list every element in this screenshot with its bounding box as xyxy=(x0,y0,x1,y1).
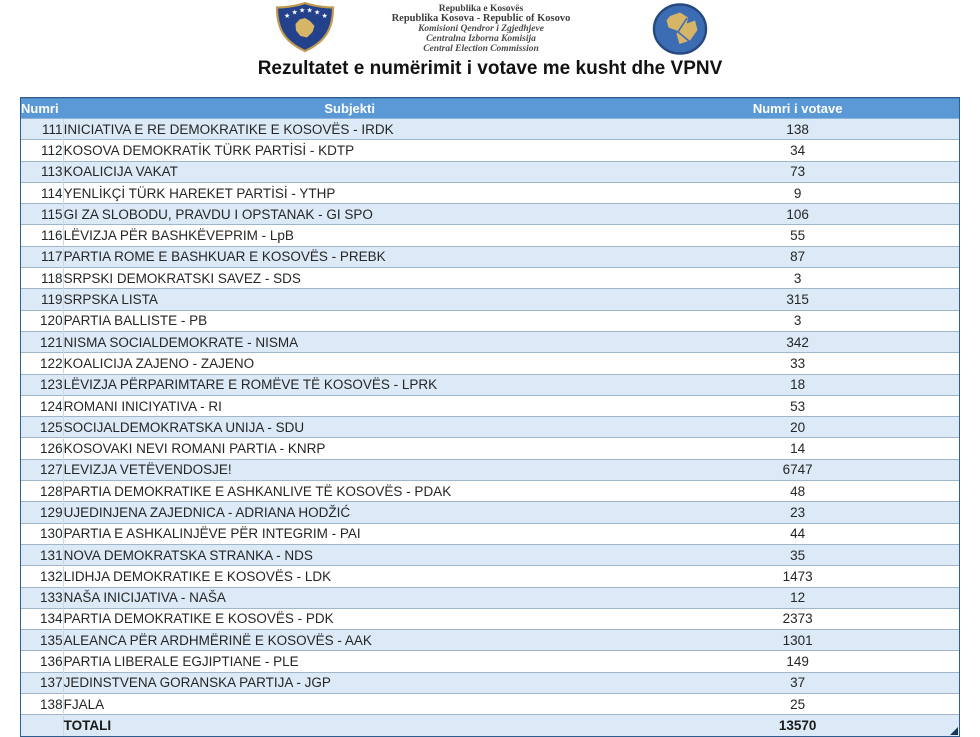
table-row xyxy=(21,204,959,225)
cell-numri: 115 xyxy=(21,204,63,225)
cell-numri: 113 xyxy=(21,161,63,182)
cell-subjekti: KOSOVA DEMOKRATİK TÜRK PARTİSİ - KDTP xyxy=(63,140,636,161)
cell-numri: 136 xyxy=(21,651,63,672)
table-row xyxy=(21,523,959,544)
cell-votave: 149 xyxy=(636,651,959,672)
cell-votave: 3 xyxy=(636,268,959,289)
cell-votave: 12 xyxy=(636,587,959,608)
cell-votave: 73 xyxy=(636,161,959,182)
cec-seal-icon xyxy=(651,3,709,60)
table-row xyxy=(21,630,959,651)
cell-subjekti: YENLİKÇİ TÜRK HAREKET PARTİSİ - YTHP xyxy=(63,182,636,203)
cell-subjekti: NISMA SOCIALDEMOKRATE - NISMA xyxy=(63,331,636,352)
svg-text:★: ★ xyxy=(321,12,328,20)
cell-numri: 118 xyxy=(21,268,63,289)
cell-votave: 138 xyxy=(636,119,959,140)
cell-subjekti: PARTIA ROME E BASHKUAR E KOSOVËS - PREBK xyxy=(63,246,636,267)
table-row xyxy=(21,182,959,203)
cell-numri: 122 xyxy=(21,353,63,374)
total-label: TOTALI xyxy=(63,715,636,736)
cell-numri: 130 xyxy=(21,523,63,544)
total-votes-value: 13570 xyxy=(636,715,959,736)
org-line-1: Republika e Kosovës xyxy=(438,4,524,14)
table-row xyxy=(21,417,959,438)
total-cell-numri xyxy=(21,715,63,736)
cell-subjekti: LEVIZJA VETËVENDOSJE! xyxy=(63,459,636,480)
cell-numri: 117 xyxy=(21,246,63,267)
cell-subjekti: PARTIA DEMOKRATIKE E ASHKANLIVE TË KOSOVËS - PDAK xyxy=(63,481,636,502)
cell-votave: 106 xyxy=(636,204,959,225)
cell-subjekti: NAŠA INICIJATIVA - NAŠA xyxy=(63,587,636,608)
cell-votave: 33 xyxy=(636,353,959,374)
cell-subjekti: SRPSKA LISTA xyxy=(63,289,636,310)
table-row xyxy=(21,353,959,374)
cell-subjekti: LIDHJA DEMOKRATIKE E KOSOVËS - LDK xyxy=(63,566,636,587)
cell-votave: 55 xyxy=(636,225,959,246)
cell-subjekti: PARTIA BALLISTE - PB xyxy=(63,310,636,331)
table-row xyxy=(21,310,959,331)
total-row xyxy=(21,715,959,736)
table-row xyxy=(21,225,959,246)
cell-subjekti: KOALICIJA ZAJENO - ZAJENO xyxy=(63,353,636,374)
cell-numri: 135 xyxy=(21,630,63,651)
cell-subjekti: SOCIJALDEMOKRATSKA UNIJA - SDU xyxy=(63,417,636,438)
cell-subjekti: PARTIA DEMOKRATIKE E KOSOVËS - PDK xyxy=(63,608,636,629)
table-row xyxy=(21,651,959,672)
table-row xyxy=(21,459,959,480)
cell-subjekti: SRPSKI DEMOKRATSKI SAVEZ - SDS xyxy=(63,268,636,289)
cell-votave: 25 xyxy=(636,694,959,715)
cell-numri: 138 xyxy=(21,694,63,715)
table-header-row xyxy=(21,99,959,119)
cell-numri: 134 xyxy=(21,608,63,629)
cell-numri: 133 xyxy=(21,587,63,608)
cell-numri: 119 xyxy=(21,289,63,310)
cell-votave: 2373 xyxy=(636,608,959,629)
cell-subjekti: ALEANCA PËR ARDHMËRINË E KOSOVËS - AAK xyxy=(63,630,636,651)
table-row xyxy=(21,289,959,310)
cell-subjekti: GI ZA SLOBODU, PRAVDU I OPSTANAK - GI SPO xyxy=(63,204,636,225)
cell-votave: 9 xyxy=(636,182,959,203)
cell-numri: 114 xyxy=(21,182,63,203)
table-row xyxy=(21,246,959,267)
table-row xyxy=(21,140,959,161)
cell-subjekti: LËVIZJA PËR BASHKËVEPRIM - LpB xyxy=(63,225,636,246)
table-row xyxy=(21,438,959,459)
table-row xyxy=(21,694,959,715)
table-row xyxy=(21,502,959,523)
cell-votave: 35 xyxy=(636,544,959,565)
table-row xyxy=(21,268,959,289)
cell-numri: 112 xyxy=(21,140,63,161)
cell-numri: 137 xyxy=(21,672,63,693)
table-row xyxy=(21,161,959,182)
cell-numri: 129 xyxy=(21,502,63,523)
cell-subjekti: PARTIA LIBERALE EGJIPTIANE - PLE xyxy=(63,651,636,672)
cell-subjekti: KOSOVAKI NEVI ROMANI PARTIA - KNRP xyxy=(63,438,636,459)
cell-numri: 131 xyxy=(21,544,63,565)
org-line-2: Republika Kosova - Republic of Kosovo xyxy=(391,13,571,24)
results-table xyxy=(21,98,959,736)
table-row xyxy=(21,587,959,608)
cell-votave: 14 xyxy=(636,438,959,459)
svg-text:★: ★ xyxy=(314,8,321,17)
cell-votave: 23 xyxy=(636,502,959,523)
cell-votave: 1301 xyxy=(636,630,959,651)
cell-subjekti: NOVA DEMOKRATSKA STRANKA - NDS xyxy=(63,544,636,565)
table-row xyxy=(21,481,959,502)
org-text-block xyxy=(347,1,615,54)
results-table-container xyxy=(20,97,960,737)
cell-subjekti: KOALICIJA VAKAT xyxy=(63,161,636,182)
table-row xyxy=(21,119,959,140)
table-row xyxy=(21,544,959,565)
cell-votave: 20 xyxy=(636,417,959,438)
table-row xyxy=(21,672,959,693)
table-row xyxy=(21,566,959,587)
cell-votave: 44 xyxy=(636,523,959,544)
column-header-subjekti: Subjekti xyxy=(63,99,636,119)
results-table-body xyxy=(21,119,959,715)
column-header-votave: Numri i votave xyxy=(636,99,959,119)
cell-subjekti: LËVIZJA PËRPARIMTARE E ROMËVE TË KOSOVËS - LPRK xyxy=(63,374,636,395)
cell-numri: 111 xyxy=(21,119,63,140)
cell-numri: 127 xyxy=(21,459,63,480)
cell-numri: 116 xyxy=(21,225,63,246)
svg-text:★: ★ xyxy=(291,8,298,17)
svg-text:★: ★ xyxy=(306,6,313,15)
cell-votave: 3 xyxy=(636,310,959,331)
cell-numri: 132 xyxy=(21,566,63,587)
cell-numri: 121 xyxy=(21,331,63,352)
cell-numri: 125 xyxy=(21,417,63,438)
page-title: Rezultatet e numërimit i votave me kusht dhe VPNV xyxy=(257,58,723,79)
column-header-numri: Numri xyxy=(21,99,63,119)
table-row xyxy=(21,331,959,352)
cell-votave: 48 xyxy=(636,481,959,502)
cell-votave: 53 xyxy=(636,395,959,416)
org-header xyxy=(0,1,980,60)
cell-numri: 128 xyxy=(21,481,63,502)
cell-subjekti: FJALA xyxy=(63,694,636,715)
cell-votave: 1473 xyxy=(636,566,959,587)
cell-votave: 342 xyxy=(636,331,959,352)
cell-subjekti: INICIATIVA E RE DEMOKRATIKE E KOSOVËS - IRDK xyxy=(63,119,636,140)
org-line-3: Komisioni Qendror i Zgjedhjeve xyxy=(418,24,544,34)
svg-text:★: ★ xyxy=(299,6,306,15)
table-row xyxy=(21,395,959,416)
cell-votave: 315 xyxy=(636,289,959,310)
cell-numri: 123 xyxy=(21,374,63,395)
org-line-5: Central Election Commission xyxy=(423,44,539,54)
cell-votave: 87 xyxy=(636,246,959,267)
table-row xyxy=(21,608,959,629)
cell-numri: 126 xyxy=(21,438,63,459)
cell-votave: 6747 xyxy=(636,459,959,480)
cell-numri: 120 xyxy=(21,310,63,331)
kosovo-coat-of-arms-icon xyxy=(271,1,339,58)
cell-subjekti: ROMANI INICIYATIVA - RI xyxy=(63,395,636,416)
resize-handle-icon xyxy=(950,727,958,735)
cell-votave: 18 xyxy=(636,374,959,395)
org-line-4: Centralna Izborna Komisija xyxy=(426,34,536,44)
table-row xyxy=(21,374,959,395)
cell-subjekti: UJEDINJENA ZAJEDNICA - ADRIANA HODŽIĆ xyxy=(63,502,636,523)
cell-votave: 34 xyxy=(636,140,959,161)
svg-text:★: ★ xyxy=(284,12,291,20)
cell-votave: 37 xyxy=(636,672,959,693)
cell-subjekti: JEDINSTVENA GORANSKA PARTIJA - JGP xyxy=(63,672,636,693)
cell-subjekti: PARTIA E ASHKALINJËVE PËR INTEGRIM - PAI xyxy=(63,523,636,544)
cell-numri: 124 xyxy=(21,395,63,416)
